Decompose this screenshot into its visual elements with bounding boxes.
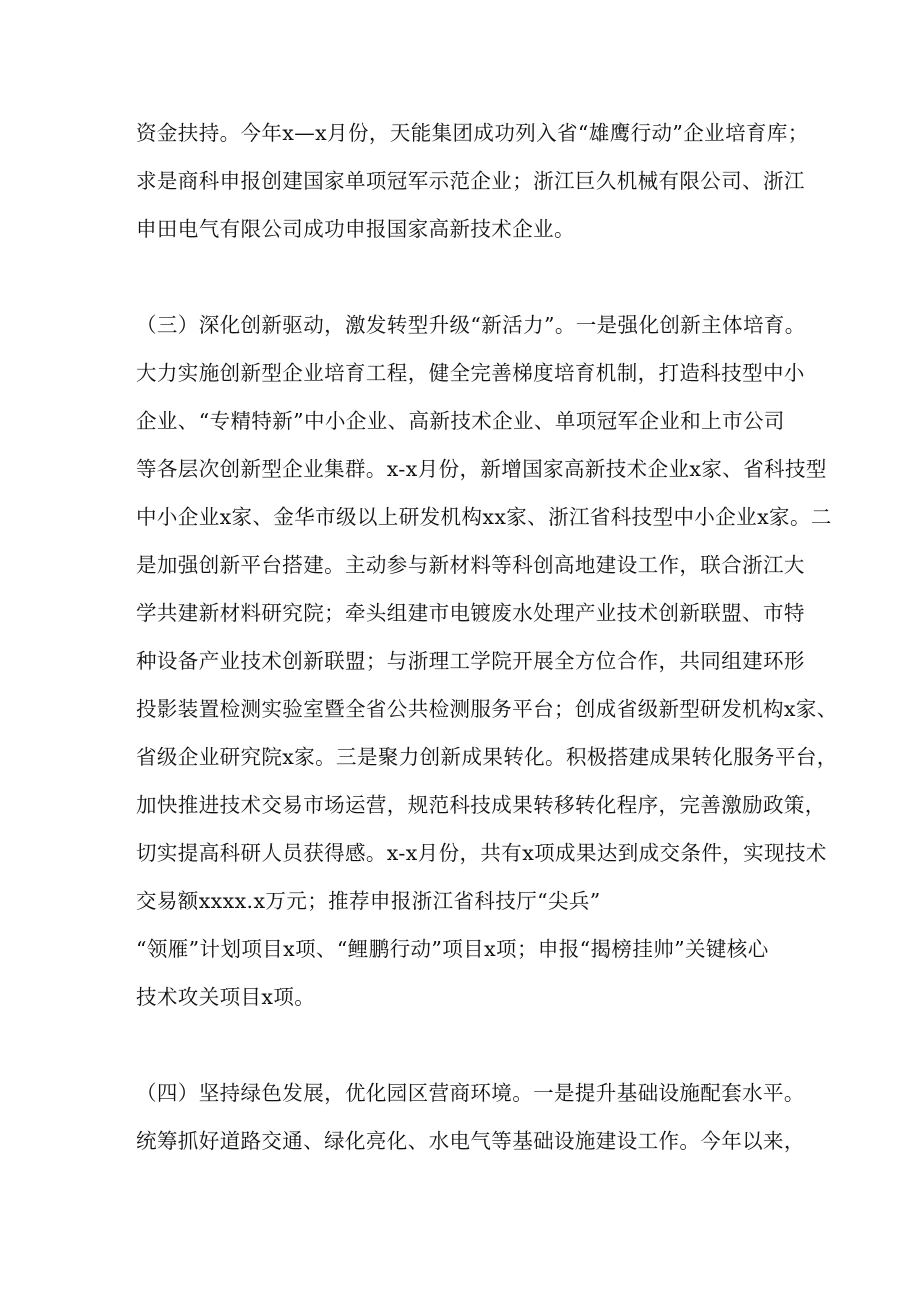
text-line: 技术攻关项目x项。 bbox=[136, 985, 316, 1009]
text-line: 统筹抓好道路交通、绿化亮化、水电气等基础设施建设工作。今年以来， bbox=[136, 1129, 805, 1153]
text-line: 是加强创新平台搭建。主动参与新材料等科创高地建设工作，联合浙江大 bbox=[136, 553, 805, 577]
text-line: 省级企业研究院x家。三是聚力创新成果转化。积极搭建成果转化服务平台， bbox=[136, 745, 838, 769]
text-line: 申田电气有限公司成功申报国家高新技术企业。 bbox=[136, 217, 575, 241]
section-heading-line: （四）坚持绿色发展，优化园区营商环境。一是提升基础设施配套水平。 bbox=[136, 1081, 805, 1105]
text-line: 学共建新材料研究院；牵头组建市电镀废水处理产业技术创新联盟、市特 bbox=[136, 601, 805, 625]
text-line: “领雁”计划项目x项、“鲤鹏行动”项目x项；申报“揭榜挂帅”关键核心 bbox=[136, 937, 769, 961]
text-line: 等各层次创新型企业集群。x-x月份，新增国家高新技术企业x家、省科技型 bbox=[136, 457, 827, 481]
text-line: 切实提高科研人员获得感。x-x月份，共有x项成果达到成交条件，实现技术 bbox=[136, 841, 827, 865]
text-line: 资金扶持。今年x—x月份，天能集团成功列入省“雄鹰行动”企业培育库； bbox=[136, 121, 809, 145]
section-heading-line: （三）深化创新驱动，激发转型升级“新活力”。一是强化创新主体培育。 bbox=[136, 313, 806, 337]
text-line: 求是商科申报创建国家单项冠军示范企业；浙江巨久机械有限公司、浙江 bbox=[136, 169, 805, 193]
text-line: 企业、“专精特新”中小企业、高新技术企业、单项冠军企业和上市公司 bbox=[136, 409, 785, 433]
text-line: 加快推进技术交易市场运营，规范科技成果转移转化程序，完善激励政策， bbox=[136, 793, 826, 817]
text-line: 中小企业x家、金华市级以上研发机构xx家、浙江省科技型中小企业x家。二 bbox=[136, 505, 832, 529]
text-line: 投影装置检测实验室暨全省公共检测服务平台；创成省级新型研发机构x家、 bbox=[136, 697, 838, 721]
text-line: 大力实施创新型企业培育工程，健全完善梯度培育机制，打造科技型中小 bbox=[136, 361, 805, 385]
text-line: 种设备产业技术创新联盟；与浙理工学院开展全方位合作，共同组建环形 bbox=[136, 649, 805, 673]
text-line: 交易额xxxx.x万元；推荐申报浙江省科技厅“尖兵” bbox=[136, 889, 601, 913]
